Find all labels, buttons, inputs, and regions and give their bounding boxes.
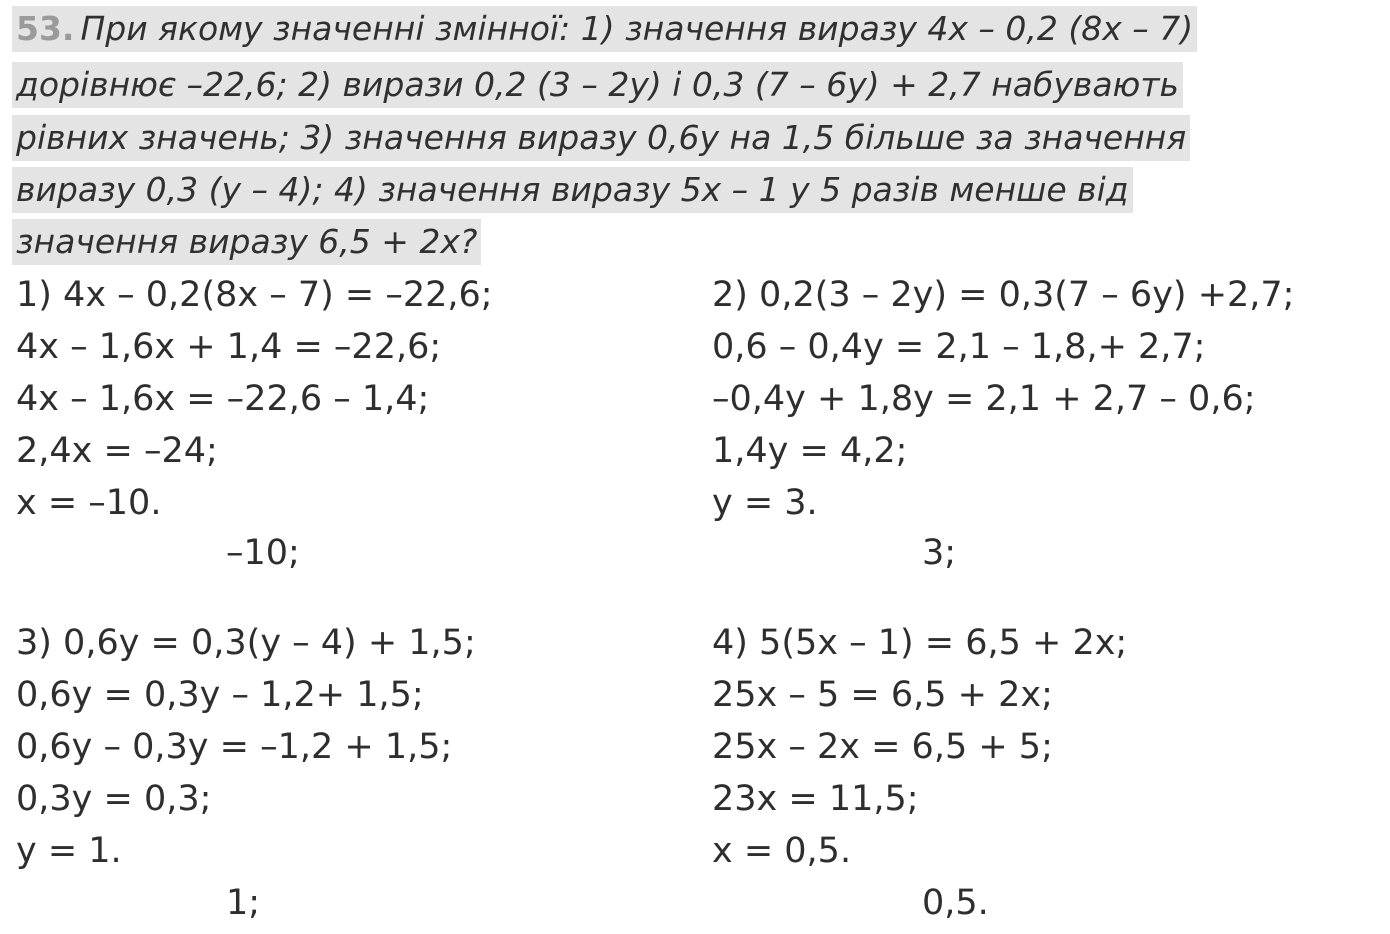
solution-4-line: 25x – 5 = 6,5 + 2x;: [712, 675, 1053, 715]
problem-line-1: [12, 6, 1197, 52]
solution-4-line: 23x = 11,5;: [712, 779, 919, 819]
solution-1-line: x = –10.: [16, 483, 162, 523]
solution-2: [712, 269, 1294, 529]
solution-1: [16, 269, 493, 529]
problem-text-1: При якому значенні змінної: 1) значення виразу 4х – 0,2 (8х – 7): [80, 9, 1194, 48]
solution-3: [16, 617, 476, 877]
solution-1-answer: –10;: [226, 533, 300, 573]
problem-line-4: виразу 0,3 (у – 4); 4) значення виразу 5х – 1 у 5 разів менше від: [12, 167, 1133, 213]
solution-3-line: 0,6y = 0,3y – 1,2+ 1,5;: [16, 675, 424, 715]
solution-1-line: 2,4x = –24;: [16, 431, 218, 471]
solution-4-line: 25x – 2x = 6,5 + 5;: [712, 727, 1053, 767]
solution-3-line: y = 1.: [16, 831, 122, 871]
solution-4-answer: 0,5.: [922, 883, 989, 923]
solution-2-line: 2) 0,2(3 – 2y) = 0,3(7 – 6y) +2,7;: [712, 275, 1295, 315]
solution-4-line: 4) 5(5x – 1) = 6,5 + 2x;: [712, 623, 1128, 663]
solution-2-line: –0,4y + 1,8y = 2,1 + 2,7 – 0,6;: [712, 379, 1256, 419]
problem-line-2: дорівнює –22,6; 2) вирази 0,2 (3 – 2у) і 0,3 (7 – 6у) + 2,7 набувають: [12, 62, 1183, 108]
solution-2-answer: 3;: [922, 533, 957, 573]
solution-4-line: x = 0,5.: [712, 831, 852, 871]
solution-2-line: 1,4y = 4,2;: [712, 431, 908, 471]
solution-3-line: 0,6y – 0,3y = –1,2 + 1,5;: [16, 727, 453, 767]
problem-line-5: значення виразу 6,5 + 2х?: [12, 219, 481, 265]
solution-4: [712, 617, 1127, 877]
solution-1-line: 1) 4x – 0,2(8x – 7) = –22,6;: [16, 275, 493, 315]
solution-3-answer: 1;: [226, 883, 261, 923]
solution-3-line: 0,3y = 0,3;: [16, 779, 212, 819]
solution-1-line: 4x – 1,6x + 1,4 = –22,6;: [16, 327, 442, 367]
solution-1-line: 4x – 1,6x = –22,6 – 1,4;: [16, 379, 430, 419]
solution-3-line: 3) 0,6y = 0,3(y – 4) + 1,5;: [16, 623, 476, 663]
problem-number: 53.: [16, 9, 75, 48]
problem-line-3: рівних значень; 3) значення виразу 0,6у на 1,5 більше за значення: [12, 115, 1190, 161]
solution-2-line: y = 3.: [712, 483, 818, 523]
solution-2-line: 0,6 – 0,4y = 2,1 – 1,8,+ 2,7;: [712, 327, 1206, 367]
